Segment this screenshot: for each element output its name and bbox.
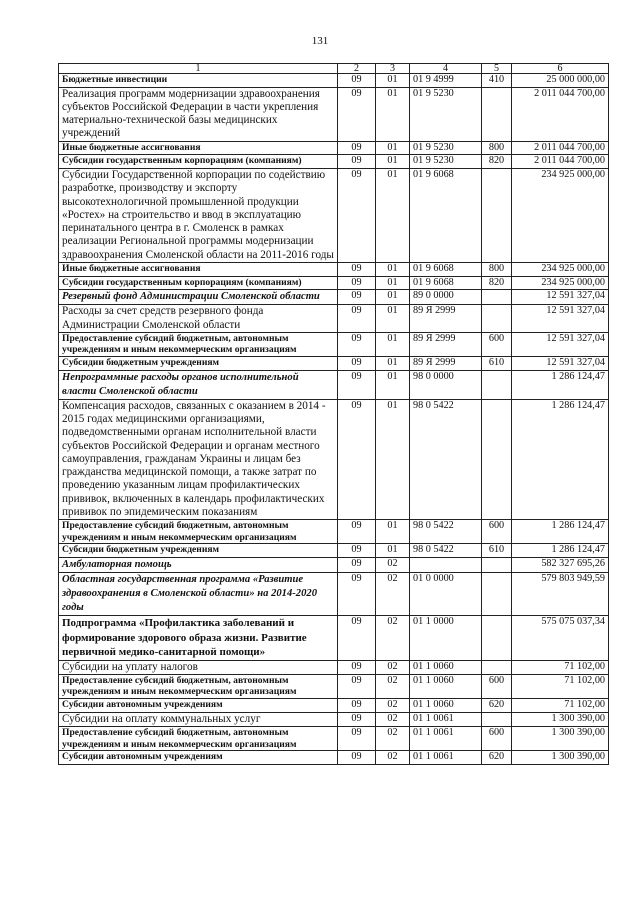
subsection-code-cell: 02: [376, 660, 410, 674]
expense-type-cell: [482, 370, 512, 399]
expense-type-cell: [482, 660, 512, 674]
expense-name-cell: Предоставление субсидий бюджетным, автономным учреждениям и иным некоммерческим организациям: [59, 726, 338, 750]
expense-name-cell: Реализация программ модернизации здравоохранения субъектов Российской Федерации в части укрепления материально-технической базы медицинских учреждений: [59, 87, 338, 141]
amount-cell: 12 591 327,04: [512, 332, 609, 356]
target-article-cell: [410, 558, 482, 573]
section-code-cell: 09: [338, 370, 376, 399]
amount-cell: 12 591 327,04: [512, 290, 609, 305]
subsection-code-cell: 01: [376, 332, 410, 356]
table-row: [59, 305, 609, 333]
section-code-cell: 09: [338, 674, 376, 698]
expense-name-cell: Предоставление субсидий бюджетным, автономным учреждениям и иным некоммерческим организациям: [59, 520, 338, 544]
table-row: [59, 74, 609, 88]
expense-type-cell: 600: [482, 726, 512, 750]
subsection-code-cell: 02: [376, 712, 410, 726]
section-code-cell: 09: [338, 87, 376, 141]
table-row: [59, 276, 609, 290]
section-code-cell: 09: [338, 74, 376, 88]
target-article-cell: 01 0 0000: [410, 573, 482, 616]
amount-cell: 2 011 044 700,00: [512, 87, 609, 141]
section-code-cell: 09: [338, 399, 376, 520]
expense-name-cell: Подпрограмма «Профилактика заболеваний и формирование здорового образа жизни. Развитие первичной медико-санитарной помощи»: [59, 616, 338, 661]
section-code-cell: 09: [338, 263, 376, 277]
column-header: 4: [410, 64, 482, 74]
subsection-code-cell: 02: [376, 558, 410, 573]
target-article-cell: 01 9 6068: [410, 168, 482, 262]
table-row: [59, 660, 609, 674]
section-code-cell: 09: [338, 276, 376, 290]
subsection-code-cell: 01: [376, 141, 410, 155]
expense-name-cell: Иные бюджетные ассигнования: [59, 141, 338, 155]
amount-cell: 579 803 949,59: [512, 573, 609, 616]
target-article-cell: 89 Я 2999: [410, 332, 482, 356]
target-article-cell: 98 0 0000: [410, 370, 482, 399]
section-code-cell: 09: [338, 726, 376, 750]
column-header: 3: [376, 64, 410, 74]
subsection-code-cell: 01: [376, 544, 410, 558]
expense-name-cell: Предоставление субсидий бюджетным, автономным учреждениям и иным некоммерческим организациям: [59, 674, 338, 698]
subsection-code-cell: 01: [376, 305, 410, 333]
expense-type-cell: 600: [482, 332, 512, 356]
column-header: 2: [338, 64, 376, 74]
amount-cell: 71 102,00: [512, 699, 609, 713]
table-row: [59, 357, 609, 371]
expense-name-cell: Иные бюджетные ассигнования: [59, 263, 338, 277]
subsection-code-cell: 02: [376, 751, 410, 765]
expense-type-cell: 600: [482, 674, 512, 698]
target-article-cell: 89 Я 2999: [410, 305, 482, 333]
subsection-code-cell: 01: [376, 399, 410, 520]
target-article-cell: 89 0 0000: [410, 290, 482, 305]
amount-cell: 234 925 000,00: [512, 263, 609, 277]
table-row: [59, 168, 609, 262]
expense-type-cell: [482, 399, 512, 520]
expense-name-cell: Областная государственная программа «Развитие здравоохранения в Смоленской области» на 2014-2020 годы: [59, 573, 338, 616]
amount-cell: 25 000 000,00: [512, 74, 609, 88]
expense-name-cell: Субсидии бюджетным учреждениям: [59, 357, 338, 371]
table-row: [59, 290, 609, 305]
expense-type-cell: [482, 168, 512, 262]
expense-name-cell: Предоставление субсидий бюджетным, автономным учреждениям и иным некоммерческим организациям: [59, 332, 338, 356]
section-code-cell: 09: [338, 573, 376, 616]
target-article-cell: 01 1 0060: [410, 699, 482, 713]
section-code-cell: 09: [338, 616, 376, 661]
amount-cell: 1 286 124,47: [512, 399, 609, 520]
subsection-code-cell: 01: [376, 370, 410, 399]
table-row: [59, 544, 609, 558]
subsection-code-cell: 01: [376, 74, 410, 88]
target-article-cell: 01 9 6068: [410, 276, 482, 290]
target-article-cell: 01 1 0000: [410, 616, 482, 661]
expense-type-cell: 610: [482, 544, 512, 558]
section-code-cell: 09: [338, 520, 376, 544]
subsection-code-cell: 01: [376, 168, 410, 262]
table-row: [59, 399, 609, 520]
amount-cell: 71 102,00: [512, 660, 609, 674]
target-article-cell: 01 1 0060: [410, 660, 482, 674]
budget-table: [58, 63, 609, 765]
target-article-cell: 98 0 5422: [410, 544, 482, 558]
amount-cell: 1 300 390,00: [512, 726, 609, 750]
expense-type-cell: 800: [482, 141, 512, 155]
section-code-cell: 09: [338, 558, 376, 573]
target-article-cell: 01 9 5230: [410, 87, 482, 141]
section-code-cell: 09: [338, 141, 376, 155]
target-article-cell: 01 9 5230: [410, 155, 482, 169]
amount-cell: 575 075 037,34: [512, 616, 609, 661]
expense-name-cell: Бюджетные инвестиции: [59, 74, 338, 88]
expense-type-cell: 820: [482, 276, 512, 290]
subsection-code-cell: 01: [376, 357, 410, 371]
expense-name-cell: Резервный фонд Администрации Смоленской области: [59, 290, 338, 305]
table-row: [59, 520, 609, 544]
expense-name-cell: Субсидии Государственной корпорации по содействию разработке, производству и экспорту высокотехнологичной промышленной продукции «Ростех» на строительство и ввод в эксплуатацию перинатального центра в г. Смоленск в рамках реализации Региональной программы модернизации здравоохранения Смоленской области на 2011-2016 годы: [59, 168, 338, 262]
table-row: [59, 370, 609, 399]
subsection-code-cell: 01: [376, 290, 410, 305]
expense-name-cell: Непрограммные расходы органов исполнительной власти Смоленской области: [59, 370, 338, 399]
section-code-cell: 09: [338, 155, 376, 169]
target-article-cell: 89 Я 2999: [410, 357, 482, 371]
table-row: [59, 726, 609, 750]
expense-name-cell: Субсидии бюджетным учреждениям: [59, 544, 338, 558]
expense-name-cell: Субсидии государственным корпорациям (компаниям): [59, 276, 338, 290]
section-code-cell: 09: [338, 290, 376, 305]
section-code-cell: 09: [338, 699, 376, 713]
section-code-cell: 09: [338, 660, 376, 674]
table-row: [59, 616, 609, 661]
table-row: [59, 699, 609, 713]
expense-type-cell: [482, 558, 512, 573]
subsection-code-cell: 02: [376, 674, 410, 698]
target-article-cell: 01 1 0061: [410, 751, 482, 765]
amount-cell: 2 011 044 700,00: [512, 155, 609, 169]
table-header-row: [59, 64, 609, 74]
expense-name-cell: Субсидии автономным учреждениям: [59, 751, 338, 765]
amount-cell: 1 286 124,47: [512, 544, 609, 558]
amount-cell: 234 925 000,00: [512, 168, 609, 262]
target-article-cell: 01 1 0061: [410, 712, 482, 726]
expense-type-cell: 410: [482, 74, 512, 88]
amount-cell: 71 102,00: [512, 674, 609, 698]
subsection-code-cell: 01: [376, 87, 410, 141]
page-number: 131: [311, 35, 329, 47]
amount-cell: 582 327 695,26: [512, 558, 609, 573]
table-row: [59, 263, 609, 277]
target-article-cell: 01 1 0061: [410, 726, 482, 750]
expense-type-cell: 800: [482, 263, 512, 277]
section-code-cell: 09: [338, 751, 376, 765]
table-row: [59, 674, 609, 698]
section-code-cell: 09: [338, 305, 376, 333]
expense-name-cell: Расходы за счет средств резервного фонда Администрации Смоленской области: [59, 305, 338, 333]
expense-type-cell: 610: [482, 357, 512, 371]
target-article-cell: 01 9 5230: [410, 141, 482, 155]
expense-type-cell: [482, 616, 512, 661]
column-header: 5: [482, 64, 512, 74]
table-row: [59, 155, 609, 169]
subsection-code-cell: 02: [376, 726, 410, 750]
section-code-cell: 09: [338, 357, 376, 371]
amount-cell: 12 591 327,04: [512, 357, 609, 371]
amount-cell: 234 925 000,00: [512, 276, 609, 290]
amount-cell: 1 286 124,47: [512, 520, 609, 544]
expense-type-cell: [482, 305, 512, 333]
expense-type-cell: 600: [482, 520, 512, 544]
section-code-cell: 09: [338, 332, 376, 356]
subsection-code-cell: 02: [376, 573, 410, 616]
column-header: 1: [59, 64, 338, 74]
amount-cell: 1 300 390,00: [512, 751, 609, 765]
table-row: [59, 87, 609, 141]
target-article-cell: 98 0 5422: [410, 520, 482, 544]
expense-type-cell: [482, 712, 512, 726]
expense-type-cell: 820: [482, 155, 512, 169]
table-row: [59, 573, 609, 616]
target-article-cell: 98 0 5422: [410, 399, 482, 520]
target-article-cell: 01 9 4999: [410, 74, 482, 88]
target-article-cell: 01 1 0060: [410, 674, 482, 698]
table-row: [59, 712, 609, 726]
expense-type-cell: [482, 290, 512, 305]
subsection-code-cell: 01: [376, 263, 410, 277]
section-code-cell: 09: [338, 544, 376, 558]
expense-name-cell: Субсидии государственным корпорациям (компаниям): [59, 155, 338, 169]
expense-type-cell: 620: [482, 751, 512, 765]
expense-name-cell: Субсидии автономным учреждениям: [59, 699, 338, 713]
expense-name-cell: Субсидии на оплату коммунальных услуг: [59, 712, 338, 726]
table-row: [59, 558, 609, 573]
amount-cell: 1 300 390,00: [512, 712, 609, 726]
expense-type-cell: [482, 573, 512, 616]
table-row: [59, 141, 609, 155]
expense-type-cell: [482, 87, 512, 141]
amount-cell: 1 286 124,47: [512, 370, 609, 399]
amount-cell: 12 591 327,04: [512, 305, 609, 333]
expense-name-cell: Субсидии на уплату налогов: [59, 660, 338, 674]
subsection-code-cell: 02: [376, 616, 410, 661]
amount-cell: 2 011 044 700,00: [512, 141, 609, 155]
table-row: [59, 332, 609, 356]
section-code-cell: 09: [338, 712, 376, 726]
table-row: [59, 751, 609, 765]
section-code-cell: 09: [338, 168, 376, 262]
column-header: 6: [512, 64, 609, 74]
subsection-code-cell: 01: [376, 520, 410, 544]
subsection-code-cell: 01: [376, 155, 410, 169]
expense-type-cell: 620: [482, 699, 512, 713]
expense-name-cell: Компенсация расходов, связанных с оказанием в 2014 - 2015 годах медицинскими организациями, подведомственными органам исполнительной власти субъектов Российской Федерации и органам местного самоуправления, гражданам Украины и лицам без гражданства медицинской помощи, а также затрат по проведению указанным лицам профилактических прививок, включенных в календарь профилактических прививок по эпидемическим показаниям: [59, 399, 338, 520]
subsection-code-cell: 01: [376, 276, 410, 290]
expense-name-cell: Амбулаторная помощь: [59, 558, 338, 573]
target-article-cell: 01 9 6068: [410, 263, 482, 277]
subsection-code-cell: 02: [376, 699, 410, 713]
